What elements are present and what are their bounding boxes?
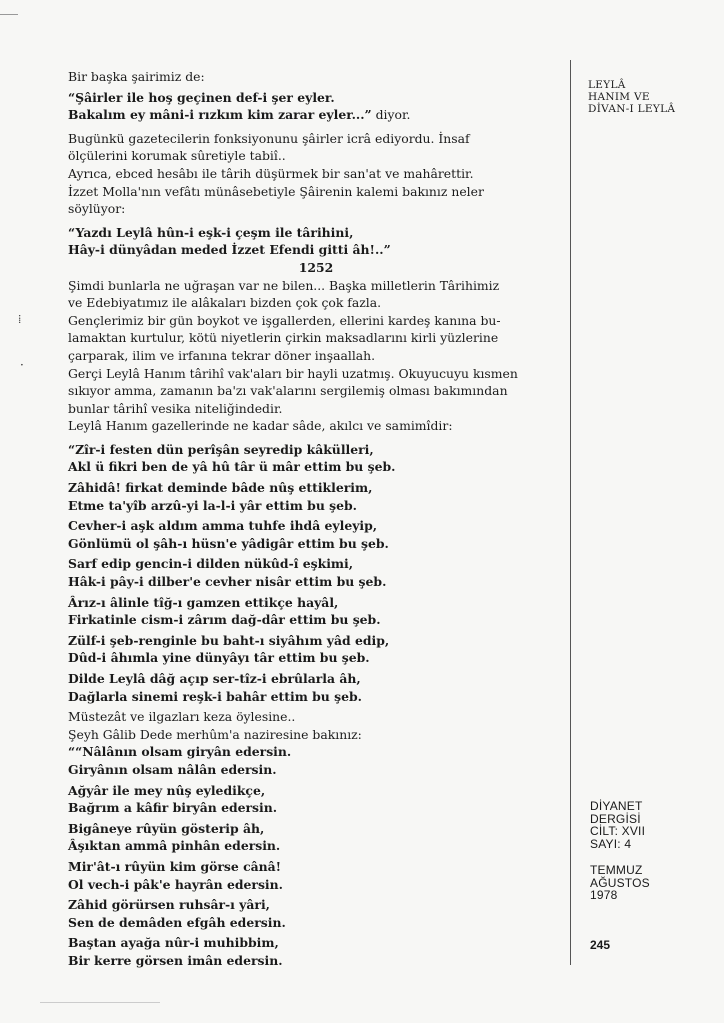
margin-mark: ·	[20, 358, 24, 372]
article-body	[68, 68, 564, 970]
verse-line: Gönlümü ol şâh-ı hüsn'e yâdigâr ettim bu şeb.	[68, 535, 389, 551]
margin-mark: ⁞	[18, 312, 22, 326]
quote-line: “Yazdı Leylâ hûn-i eşk-i çeşm ile târihini,	[68, 224, 354, 240]
quote-line: “Şâirler ile hoş geçinen def-i şer eyler.	[68, 89, 335, 105]
issue-date	[590, 864, 650, 902]
nazire-couplet	[68, 934, 564, 969]
verse-line: Etme ta'yîb arzû-yi la-l-i yâr ettim bu şeb.	[68, 497, 357, 513]
verse-line: Giryânın olsam nâlân edersin.	[68, 761, 277, 777]
magazine-line: SAYI: 4	[590, 836, 632, 851]
issue-info	[590, 800, 650, 916]
quote-line-with-tail	[68, 106, 564, 124]
section-title-line: HANIM VE	[588, 91, 650, 103]
intro-text: Bir başka şairimiz de:	[68, 69, 205, 84]
gazel-couplet	[68, 555, 564, 590]
paragraph-line: sıkıyor amma, zamanın ba'zı vak'alarını sergilemiş olması bakımından	[68, 383, 508, 399]
verse-line: Dilde Leylâ dâğ açıp ser-tîz-i ebrûlarla âh,	[68, 671, 361, 686]
section-title-line: DİVAN-I LEYLÂ	[588, 103, 676, 115]
date-line: TEMMUZ	[590, 863, 643, 877]
verse-line: Zâhid görürsen ruhsâr-ı yâri,	[68, 897, 270, 913]
verse-line: Ol vech-i pâk'e hayrân edersin.	[68, 876, 283, 892]
paragraph-line: Ayrıca, ebced hesâbı ile târih düşürmek bir san'at ve mahârettir.	[68, 165, 474, 181]
verse-line: Ârız-ı âlinle tîğ-ı gamzen ettikçe hayâl,	[68, 594, 339, 610]
section-title	[588, 79, 675, 115]
paragraph-line: söylüyor:	[68, 201, 126, 217]
paragraph-line: Gençlerimiz bir gün boykot ve işgallerden, ellerini kardeş kanına bu-	[68, 312, 501, 328]
magazine-info	[590, 800, 650, 850]
verse-line: Sen de demâden efgâh edersin.	[68, 914, 286, 930]
verse-line: Akl ü fikri ben de yâ hû târ ü mâr ettim bu şeb.	[68, 459, 396, 475]
gazel-couplet	[68, 479, 564, 514]
date-line: 1978	[590, 888, 618, 902]
verse-line: Cevher-i aşk aldım amma tuhfe ihdâ eyleyip,	[68, 518, 378, 534]
verse-line: Baştan ayağa nûr-i muhibbim,	[68, 935, 279, 951]
verse-line: Ağyâr ile mey nûş eyledikçe,	[68, 782, 266, 798]
verse-line: Dûd-i âhımla yine dünyâyı târ ettim bu şeb.	[68, 650, 370, 666]
magazine-line: CİLT: XVII	[590, 824, 646, 838]
nazire-couplet	[68, 782, 564, 817]
magazine-line: DİYANET	[590, 799, 643, 813]
nazire-couplet	[68, 896, 564, 931]
verse-line: Firkatinle cism-i zârım dağ-dâr ettim bu şeb.	[68, 612, 381, 628]
paragraph-line: ve Edebiyatımız ile alâkaları bizden çok çok fazla.	[68, 295, 382, 311]
nazire-couplet	[68, 858, 564, 893]
gazel-couplet	[68, 517, 564, 552]
section-title-line: LEYLÂ	[588, 79, 626, 91]
verse-line: Bağrım a kâfir biryân edersin.	[68, 800, 278, 816]
magazine-line: DERGİSİ	[590, 811, 641, 826]
paragraph-line: lamaktan kurtulur, kötü niyetlerin çirkin maksadlarını kirli yüzlerine	[68, 330, 499, 346]
page-number: 245	[590, 938, 611, 952]
verse-line: Mir'ât-ı rûyün kim görse cânâ!	[68, 858, 282, 874]
scan-artifact	[40, 1002, 160, 1003]
verse-line: Zülf-i şeb-renginle bu baht-ı siyâhım yâd edip,	[68, 632, 390, 648]
gazel-couplet	[68, 632, 564, 667]
paragraph-line: bunlar târihî vesika niteliğindedir.	[68, 400, 283, 416]
verse-line: ““Nâlânın olsam giryân edersin.	[68, 744, 292, 760]
verse-line: “Zîr-i festen dün perîşân seyredip kâkülleri,	[68, 441, 374, 457]
verse-line: Âşıktan ammâ pinhân edersin.	[68, 838, 281, 854]
date-line: AĞUSTOS	[590, 875, 650, 890]
paragraph-line: Leylâ Hanım gazellerinde ne kadar sâde, akılcı ve samimîdir:	[68, 418, 453, 434]
gazel-couplet	[68, 594, 564, 629]
paragraph-line: ölçülerini korumak sûretiyle tabiî..	[68, 148, 286, 164]
margin-divider	[570, 60, 571, 965]
verse-line: Dağlarla sinemi reşk-i bahâr ettim bu şeb.	[68, 688, 362, 704]
nazire-couplet	[68, 743, 564, 778]
gazel-couplet	[68, 441, 564, 476]
scan-artifact	[0, 14, 18, 15]
quote-tail: diyor.	[371, 107, 411, 123]
verse-line: Zâhidâ! firkat deminde bâde nûş ettiklerim,	[68, 480, 373, 496]
paragraph-line: Şimdi bunlarla ne uğraşan var ne bilen... Başka milletlerin Târihimiz	[68, 277, 500, 293]
quote-line: Bakalım ey mâni-i rızkım kim zarar eyler...”	[68, 107, 372, 123]
paragraph-line: çarparak, ilim ve irfanına tekrar döner inşaallah.	[68, 347, 376, 363]
verse-line: Hâk-i pây-i dilber'e cevher nisâr ettim bu şeb.	[68, 574, 387, 590]
verse-line: Sarf edip gencin-i dilden nükûd-î eşkimi,	[68, 556, 354, 572]
gazel-couplet	[68, 670, 564, 705]
paragraph-line: İzzet Molla'nın vefâtı münâsebetiyle Şâirenin kalemi bakınız neler	[68, 183, 484, 199]
quote-line: Hây-i dünyâdan meded İzzet Efendi gitti âh!..”	[68, 242, 391, 258]
year-label: 1252	[298, 259, 334, 275]
nazire-couplet	[68, 820, 564, 855]
paragraph-line: Müstezât ve ilgazları keza öylesine..	[68, 709, 296, 725]
paragraph-line: Şeyh Gâlib Dede merhûm'a naziresine bakınız:	[68, 726, 362, 742]
paragraph-line: Gerçi Leylâ Hanım târihî vak'aları bir hayli uzatmış. Okuyucuyu kısmen	[68, 365, 518, 381]
paragraph-line: Bugünkü gazetecilerin fonksiyonunu şâirler icrâ ediyordu. İnsaf	[68, 130, 470, 146]
verse-line: Bir kerre görsen imân edersin.	[68, 952, 283, 968]
verse-line: Bigâneye rûyün gösterip âh,	[68, 820, 265, 836]
